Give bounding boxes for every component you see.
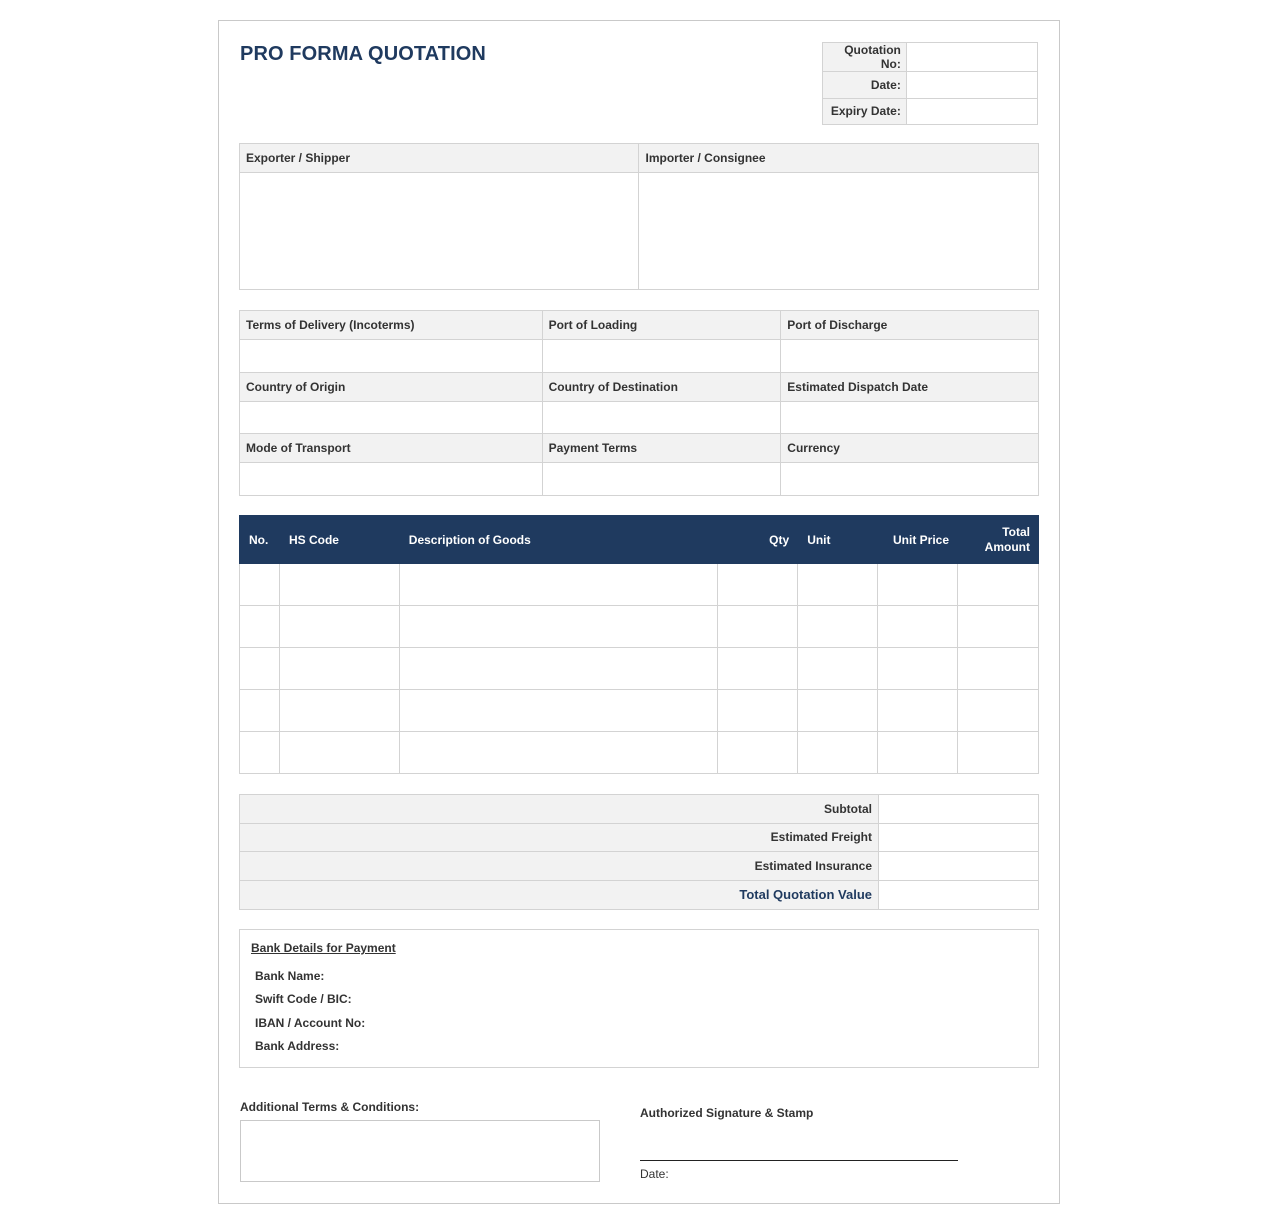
- port-of-loading-label: Port of Loading: [542, 311, 781, 340]
- unit-cell[interactable]: [798, 648, 878, 690]
- date-label: Date:: [823, 72, 907, 99]
- shipping-details-table: [239, 310, 1039, 496]
- additional-terms-label: Additional Terms & Conditions:: [240, 1100, 420, 1114]
- expiry-date-field[interactable]: [906, 98, 1037, 125]
- hs-code-cell[interactable]: [279, 732, 399, 774]
- unit-cell[interactable]: [798, 564, 878, 606]
- quotation-meta-table: [822, 42, 1038, 125]
- subtotal-label: Subtotal: [240, 795, 879, 824]
- total-amount-cell[interactable]: [958, 606, 1039, 648]
- table-row: [240, 732, 1039, 774]
- bank-name-label: Bank Name:: [255, 969, 325, 983]
- items-table: [239, 515, 1039, 774]
- parties-table: [239, 143, 1039, 290]
- unit-price-cell[interactable]: [878, 732, 958, 774]
- signature-label: Authorized Signature & Stamp: [640, 1106, 814, 1120]
- estimated-freight-label: Estimated Freight: [240, 823, 879, 852]
- unit-price-cell[interactable]: [878, 606, 958, 648]
- total-amount-cell[interactable]: [958, 690, 1039, 732]
- hs-code-cell[interactable]: [279, 564, 399, 606]
- exporter-label: Exporter / Shipper: [240, 144, 639, 173]
- unit-price-cell[interactable]: [878, 648, 958, 690]
- port-of-discharge-label: Port of Discharge: [781, 311, 1039, 340]
- payment-terms-field[interactable]: [542, 463, 781, 496]
- port-of-loading-field[interactable]: [542, 340, 781, 373]
- estimated-dispatch-date-field[interactable]: [781, 401, 1039, 434]
- currency-field[interactable]: [781, 463, 1039, 496]
- table-row: [240, 648, 1039, 690]
- signature-date-label: Date:: [640, 1167, 669, 1181]
- total-amount-cell[interactable]: [958, 564, 1039, 606]
- estimated-insurance-label: Estimated Insurance: [240, 852, 879, 881]
- bank-details-title: Bank Details for Payment: [251, 941, 396, 955]
- no-cell[interactable]: [240, 606, 280, 648]
- estimated-freight-field[interactable]: [879, 823, 1039, 852]
- total-text: Total: [1002, 524, 1030, 539]
- col-hs-code-header: HS Code: [279, 516, 399, 564]
- items-header-row: [240, 516, 1039, 564]
- hs-code-cell[interactable]: [279, 648, 399, 690]
- unit-cell[interactable]: [798, 690, 878, 732]
- total-quotation-value-label: Total Quotation Value: [240, 880, 879, 909]
- bank-details-section: [239, 929, 1039, 1068]
- no-cell[interactable]: [240, 648, 280, 690]
- table-row: [240, 564, 1039, 606]
- total-amount-cell[interactable]: [958, 732, 1039, 774]
- total-amount-cell[interactable]: [958, 648, 1039, 690]
- col-qty-header: Qty: [718, 516, 798, 564]
- currency-label: Currency: [781, 434, 1039, 463]
- col-total-amount-header: [958, 516, 1039, 564]
- terms-of-delivery-field[interactable]: [240, 340, 543, 373]
- qty-cell[interactable]: [718, 606, 798, 648]
- subtotal-field[interactable]: [879, 795, 1039, 824]
- bank-address-label: Bank Address:: [255, 1039, 340, 1053]
- unit-price-cell[interactable]: [878, 690, 958, 732]
- iban-label: IBAN / Account No:: [255, 1016, 366, 1030]
- country-of-destination-label: Country of Destination: [542, 372, 781, 401]
- description-cell[interactable]: [399, 690, 718, 732]
- no-cell[interactable]: [240, 732, 280, 774]
- country-of-origin-label: Country of Origin: [240, 372, 543, 401]
- quotation-no-field[interactable]: [906, 43, 1037, 72]
- description-cell[interactable]: [399, 606, 718, 648]
- unit-price-text: Unit Price: [892, 532, 949, 547]
- total-quotation-value-field[interactable]: [879, 880, 1039, 909]
- qty-cell[interactable]: [718, 732, 798, 774]
- country-of-destination-field[interactable]: [542, 401, 781, 434]
- hs-code-cell[interactable]: [279, 690, 399, 732]
- col-unit-price-header: [878, 516, 958, 564]
- table-row: [240, 606, 1039, 648]
- swift-code-label: Swift Code / BIC:: [255, 992, 352, 1006]
- qty-cell[interactable]: [718, 564, 798, 606]
- exporter-field[interactable]: [240, 173, 639, 290]
- description-cell[interactable]: [399, 564, 718, 606]
- expiry-date-label: Expiry Date:: [823, 98, 907, 125]
- hs-code-cell[interactable]: [279, 606, 399, 648]
- mode-of-transport-field[interactable]: [240, 463, 543, 496]
- amount-text: Amount: [984, 539, 1030, 554]
- description-cell[interactable]: [399, 648, 718, 690]
- col-description-header: Description of Goods: [399, 516, 718, 564]
- importer-label: Importer / Consignee: [639, 144, 1039, 173]
- signature-line[interactable]: [640, 1160, 958, 1161]
- description-cell[interactable]: [399, 732, 718, 774]
- port-of-discharge-field[interactable]: [781, 340, 1039, 373]
- no-cell[interactable]: [240, 564, 280, 606]
- no-cell[interactable]: [240, 690, 280, 732]
- qty-cell[interactable]: [718, 648, 798, 690]
- quotation-no-label: Quotation No:: [823, 43, 907, 72]
- date-field[interactable]: [906, 72, 1037, 99]
- additional-terms-field[interactable]: [240, 1120, 600, 1182]
- unit-price-cell[interactable]: [878, 564, 958, 606]
- importer-field[interactable]: [639, 173, 1039, 290]
- document-title: PRO FORMA QUOTATION: [240, 43, 486, 65]
- country-of-origin-field[interactable]: [240, 401, 543, 434]
- col-no-header: No.: [240, 516, 280, 564]
- estimated-dispatch-date-label: Estimated Dispatch Date: [781, 372, 1039, 401]
- unit-cell[interactable]: [798, 606, 878, 648]
- totals-table: [239, 794, 1039, 910]
- qty-cell[interactable]: [718, 690, 798, 732]
- estimated-insurance-field[interactable]: [879, 852, 1039, 881]
- terms-of-delivery-label: Terms of Delivery (Incoterms): [240, 311, 543, 340]
- unit-cell[interactable]: [798, 732, 878, 774]
- table-row: [240, 690, 1039, 732]
- col-unit-header: Unit: [798, 516, 878, 564]
- payment-terms-label: Payment Terms: [542, 434, 781, 463]
- mode-of-transport-label: Mode of Transport: [240, 434, 543, 463]
